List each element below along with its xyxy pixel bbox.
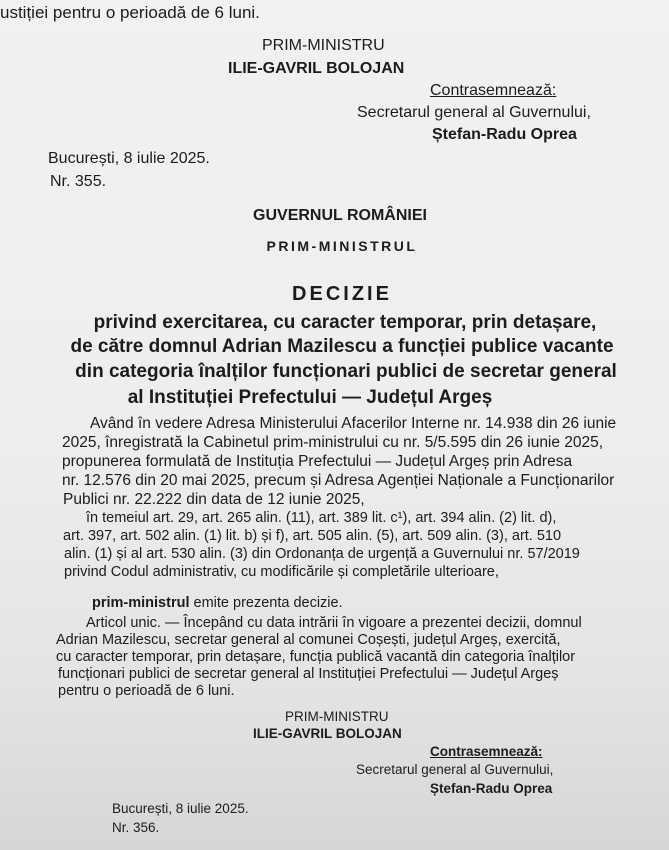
title-line: al Instituției Prefectului — Județul Argeș	[127, 387, 493, 408]
article-line: Adrian Mazilescu, secretar general al comunei Coșești, județul Argeș, exercită,	[56, 632, 561, 648]
preamble-line: art. 397, art. 502 alin. (1) lit. b) și f), art. 505 alin. (5), art. 509 alin. (3), art. 510	[63, 528, 562, 544]
title-line: din categoria înalților funcționari publici de secretar general	[75, 361, 617, 382]
preamble-line: Publici nr. 22.222 din data de 12 iunie 2025,	[63, 491, 365, 508]
signatory-title: PRIM-MINISTRU	[285, 709, 389, 724]
signatory-name: ILIE-GAVRIL BOLOJAN	[253, 726, 402, 741]
article-line: Articol unic. — Începând cu data intrării în vigoare a prezentei decizii, domnul	[86, 615, 582, 631]
countersign-role: Secretarul general al Guvernului,	[357, 104, 591, 121]
preamble-line: alin. (1) și al art. 530 alin. (3) din Ordonanța de urgență a Guvernului nr. 57/2019	[64, 546, 580, 562]
issuing-text: emite prezenta decizie.	[189, 595, 343, 611]
countersign-label: Contrasemnează:	[430, 744, 543, 759]
place-date: București, 8 iulie 2025.	[48, 150, 210, 167]
issuer: prim-ministrul	[92, 595, 190, 611]
signatory-name: ILIE-GAVRIL BOLOJAN	[228, 60, 405, 77]
signatory-title: PRIM-MINISTRU	[262, 37, 385, 54]
preamble-line: privind Codul administrativ, cu modificările și completările ulterioare,	[64, 564, 499, 580]
title-line: privind exercitarea, cu caracter temporar, prin detașare,	[93, 312, 597, 333]
countersign-role: Secretarul general al Guvernului,	[356, 762, 554, 777]
place-date: București, 8 iulie 2025.	[112, 801, 249, 816]
article-line: pentru o perioadă de 6 luni.	[58, 683, 235, 699]
article-line: funcționari publici de secretar general al Instituției Prefectului — Județul Argeș	[58, 666, 559, 682]
preamble-line: în temeiul art. 29, art. 265 alin. (11), art. 389 lit. c¹), art. 394 alin. (2) lit. d),	[86, 510, 557, 526]
issuing-statement	[92, 596, 343, 611]
countersign-name: Ștefan-Radu Oprea	[430, 781, 553, 796]
title-line: de către domnul Adrian Mazilescu a funcției publice vacante	[70, 336, 614, 357]
office-heading: PRIM-MINISTRUL	[266, 238, 418, 254]
decision-number: Nr. 356.	[112, 820, 160, 835]
preamble-line: propunerea formulată de Instituția Prefectului — Județul Argeș prin Adresa	[62, 453, 573, 470]
doc-type: DECIZIE	[292, 283, 392, 305]
preamble-line: 2025, înregistrată la Cabinetul prim-ministrului cu nr. 5/5.595 din 26 iunie 2025,	[62, 434, 604, 451]
government-heading: GUVERNUL ROMÂNIEI	[253, 207, 427, 224]
countersign-name: Ștefan-Radu Oprea	[432, 126, 577, 143]
preamble-line: Având în vedere Adresa Ministerului Afacerilor Interne nr. 14.938 din 26 iunie	[90, 415, 617, 432]
preamble-line: nr. 12.576 din 20 mai 2025, precum și Adresa Agenției Naționale a Funcționarilor	[62, 472, 615, 489]
countersign-label: Contrasemnează:	[430, 82, 557, 99]
article-line: cu caracter temporar, prin detașare, funcția publică vacantă din categoria înalților	[56, 649, 576, 665]
decision-number: Nr. 355.	[50, 173, 107, 190]
previous-decision-fragment: ustiției pentru o perioadă de 6 luni.	[0, 3, 260, 22]
